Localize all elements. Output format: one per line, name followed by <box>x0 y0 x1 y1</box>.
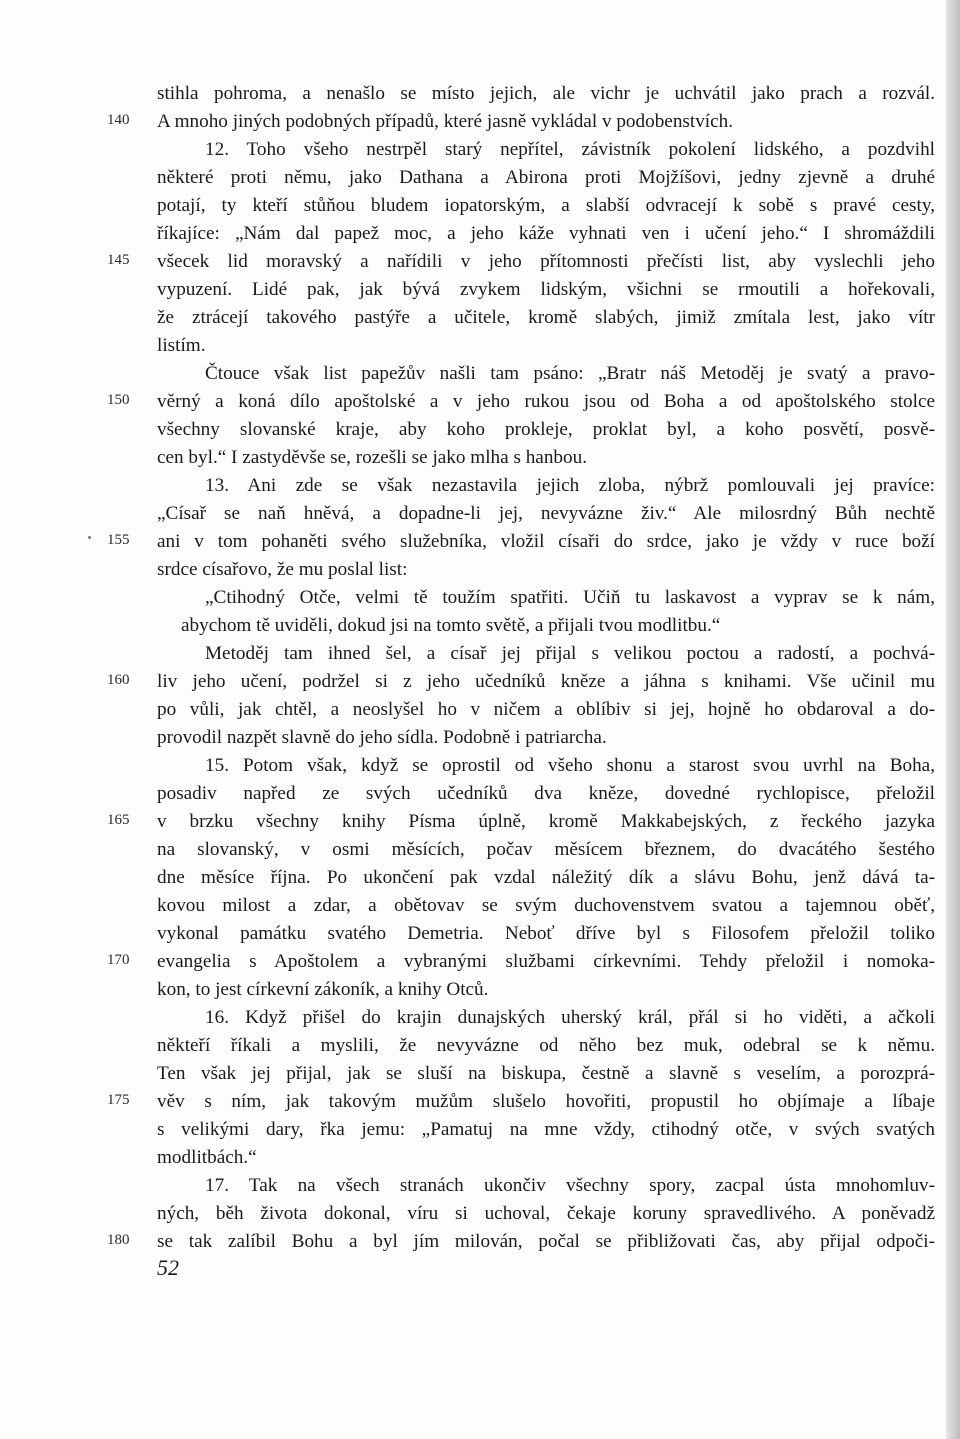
text-line: modlitbách.“ <box>157 1147 257 1168</box>
text-line: srdce císařovo, že mu poslal list: <box>157 559 408 580</box>
text-line: potají, ty kteří stůňou bludem iopatorským, a slabší odvracejí k sobě s pravé cesty, <box>157 195 935 216</box>
text-line: ani v tom pohaněti svého služebníka, vložil císaři do srdce, jako je vždy v ruce boží <box>157 531 935 552</box>
text-line: na slovanský, v osmi měsících, počav měsícem březnem, do dvacátého šestého <box>157 839 935 860</box>
text-line: 16. Když přišel do krajin dunajských uherský král, přál si ho viděti, a ačkoli <box>205 1007 935 1028</box>
line-number: 150 <box>107 392 130 408</box>
text-line: některé proti němu, jako Dathana a Abirona proti Mojžíšovi, jedny zjevně a druhé <box>157 167 935 188</box>
text-line: „Císař se naň hněvá, a dopadne-li jej, nevyvázne živ.“ Ale milosrdný Bůh nechtě <box>157 503 935 524</box>
text-line: 15. Potom však, když se oprostil od všeho shonu a starost svou uvrhl na Boha, <box>205 755 935 776</box>
line-number: 180 <box>107 1232 130 1248</box>
line-number: 165 <box>107 812 130 828</box>
text-line: „Ctihodný Otče, velmi tě toužím spatřiti. Učiň tu laskavost a vyprav se k nám, <box>205 587 935 608</box>
text-line: 13. Ani zde se však nezastavila jejich zloba, nýbrž pomlouvali jej pravíce: <box>205 475 935 496</box>
text-line: Čtouce však list papežův našli tam psáno: „Bratr náš Metoděj je svatý a pravo- <box>205 363 935 384</box>
text-line: všechny slovanské kraje, aby koho prokleje, proklat byl, a koho posvětí, posvě- <box>157 419 935 440</box>
line-number: 160 <box>107 672 130 688</box>
text-line: Ten však jej přijal, jak se sluší na biskupa, čestně a slavně s veselím, a porozprá- <box>157 1063 935 1084</box>
text-line: ných, běh života dokonal, víru si uchoval, čekaje koruny spravedlivého. A poněvadž <box>157 1203 935 1224</box>
text-line: stihla pohroma, a nenašlo se místo jejich, ale vichr je uchvátil jako prach a rozvál. <box>157 83 935 104</box>
text-line: listím. <box>157 335 206 356</box>
line-number: 175 <box>107 1092 130 1108</box>
text-line: dne měsíce října. Po ukončení pak vzdal náležitý dík a slávu Bohu, jenž dává ta- <box>157 867 935 888</box>
text-line: vypuzení. Lidé pak, jak bývá zvykem lidským, všichni se rmoutili a hořekovali, <box>157 279 935 300</box>
scan-edge-shadow <box>946 0 960 1439</box>
text-line: liv jeho učení, podržel si z jeho učedníků kněze a jáhna s knihami. Vše učinil mu <box>157 671 935 692</box>
text-line: někteří říkali a myslili, že nevyvázne od něho bez muk, odebral se k němu. <box>157 1035 935 1056</box>
text-line: Metoděj tam ihned šel, a císař jej přijal s velikou poctou a radostí, a pochvá- <box>205 643 935 664</box>
text-line: se tak zalíbil Bohu a byl jím milován, počal se přibližovati čas, aby přijal odpoči- <box>157 1231 935 1252</box>
text-line: 12. Toho všeho nestrpěl starý nepřítel, závistník pokolení lidského, a pozdvihl <box>205 139 935 160</box>
text-line: evangelia s Apoštolem a vybranými službami církevními. Tehdy přeložil i nomoka- <box>157 951 935 972</box>
line-number: 155 <box>107 532 130 548</box>
page-number: 52 <box>157 1255 179 1280</box>
text-line: vykonal památku svatého Demetria. Neboť dříve byl s Filosofem přeložil toliko <box>157 923 935 944</box>
text-line: věrný a koná dílo apoštolské a v jeho rukou jsou od Boha a od apoštolského stolce <box>157 391 935 412</box>
line-number: 145 <box>107 252 130 268</box>
text-line: provodil nazpět slavně do jeho sídla. Podobně i patriarcha. <box>157 727 607 748</box>
text-line: kovou milost a zdar, a obětovav se svým duchovenstvem svatou a tajemnou oběť, <box>157 895 935 916</box>
text-line: po vůli, jak chtěl, a neoslyšel ho v ničem a oblíbiv si jej, hojně ho obdaroval a do- <box>157 699 935 720</box>
text-line: říkajíce: „Nám dal papež moc, a jeho káže vyhnati ven i učení jeho.“ I shromáždili <box>157 223 935 244</box>
text-line: cen byl.“ I zastyděvše se, rozešli se jako mlha s hanbou. <box>157 447 587 468</box>
text-line: všecek lid moravský a nařídili v jeho přítomnosti přečísti list, aby vyslechli jeho <box>157 251 935 272</box>
text-line: v brzku všechny knihy Písma úplně, kromě Makkabejských, z řeckého jazyka <box>157 811 935 832</box>
scan-speck <box>88 536 91 539</box>
text-line: že ztrácejí takového pastýře a učitele, kromě slabých, jimiž zmítala lest, jako vítr <box>157 307 935 328</box>
text-line: 17. Tak na všech stranách ukončiv všechny spory, zacpal ústa mnohomluv- <box>205 1175 935 1196</box>
text-line: kon, to jest církevní zákoník, a knihy Otců. <box>157 979 489 1000</box>
line-number: 140 <box>107 112 130 128</box>
text-line: A mnoho jiných podobných případů, které jasně vykládal v podobenstvích. <box>157 111 734 132</box>
text-line: věv s ním, jak takovým mužům slušelo hovořiti, propustil ho objímaje a líbaje <box>157 1091 935 1112</box>
text-line: abychom tě uviděli, dokud jsi na tomto světě, a přijali tvou modlitbu.“ <box>181 615 721 636</box>
text-line: posadiv napřed ze svých učedníků dva kněze, dovedné rychlopisce, přeložil <box>157 783 935 804</box>
line-number: 170 <box>107 952 130 968</box>
text-line: s velikými dary, řka jemu: „Pamatuj na mne vždy, ctihodný otče, v svých svatých <box>157 1119 935 1140</box>
